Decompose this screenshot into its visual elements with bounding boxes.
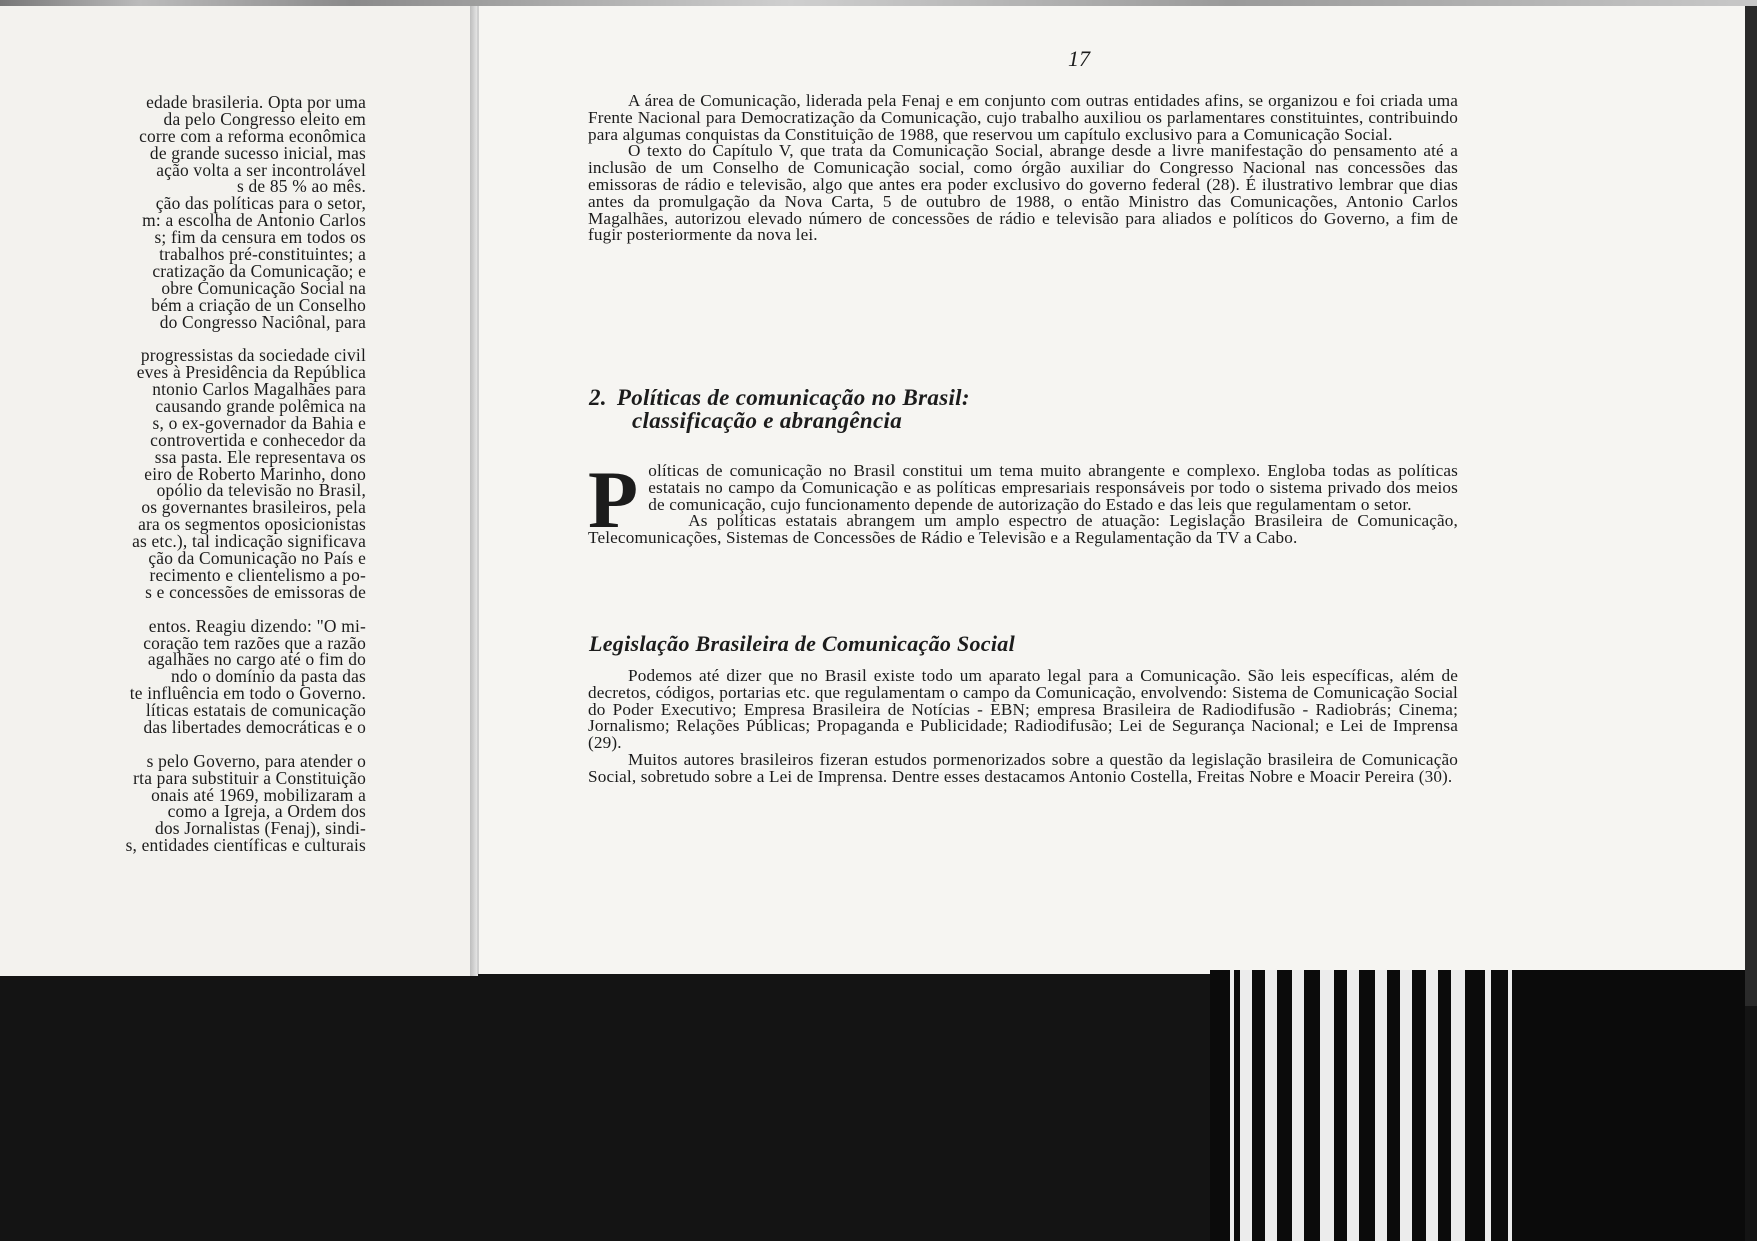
- scanner-stripe: [1508, 970, 1512, 1241]
- left-page-line: s de 85 % ao mês.: [237, 176, 366, 197]
- scanner-stripe: [1240, 970, 1252, 1241]
- left-page-line: controvertida e conhecedor da: [150, 429, 366, 450]
- left-page-line: s e concessões de emissoras de: [145, 581, 366, 602]
- scanner-stripe: [1347, 970, 1359, 1241]
- left-page-line: de grande sucesso inicial, mas: [149, 142, 366, 163]
- intro-text: [588, 93, 1458, 244]
- left-page-line: do Congresso Naciônal, para: [159, 311, 366, 332]
- left-page-line: como a Igreja, a Ordem dos: [167, 801, 366, 822]
- drop-cap: P: [588, 454, 639, 545]
- left-page-line: m: a escolha de Antonio Carlos: [142, 210, 366, 231]
- left-page-line: as etc.), tal indicação significava: [132, 531, 366, 552]
- scanner-stripe: [1320, 970, 1334, 1241]
- left-page-line: eiro de Roberto Marinho, dono: [144, 463, 366, 484]
- intro-paragraph-1: [588, 93, 1458, 143]
- left-page-line: ssa pasta. Ele representava os: [154, 446, 366, 467]
- left-page-line: das libertades democráticas e o: [143, 716, 366, 737]
- left-page-line: eves à Presidência da República: [136, 362, 366, 383]
- legislation-text: [588, 668, 1458, 786]
- left-page-line: corre com a reforma econômica: [139, 125, 366, 146]
- section-title-line2: classificação e abrangência: [632, 408, 903, 433]
- left-page-text-column: [0, 94, 366, 854]
- scanner-stripe: [1292, 970, 1304, 1241]
- left-page-line: coração tem razões que a razão: [143, 632, 366, 653]
- page-number: 17: [1068, 46, 1090, 71]
- section-title-line1: Políticas de comunicação no Brasil:: [616, 385, 970, 410]
- left-page-line: bém a criação de un Conselho: [151, 294, 366, 315]
- intro-paragraph-2: O texto do Capítulo V, que trata da Comunicação Social, abrange desde a livre manifestação do pensamento até a inclusão de um Conselho de Comunicação social, como órgão auxiliar do Congresso Nacional nas concessões das emissoras de rádio e televisão, algo que antes era poder exclusivo do governo federal (28). É ilustrativo lembrar que dias antes da promulgação da Nova Carta, 5 de outubro de 1988, o então Ministro das Comunicações, Antonio Carlos Magalhães, autorizou elevado número de concessões de rádio e televisão para aliados e políticos do Governo, a fim de fugir posteriormente da nova lei.: [588, 141, 1458, 245]
- left-page-line: s, entidades científicas e culturais: [125, 835, 366, 856]
- scanner-stripe: [1230, 970, 1234, 1241]
- left-page-line: agalhães no cargo até o fim do: [147, 649, 366, 670]
- left-page-line: s; fim da censura em todos os: [154, 227, 366, 248]
- left-page-line: os governantes brasileiros, pela: [141, 497, 366, 518]
- right-page: [477, 6, 1757, 974]
- left-page-line: te influência em todo o Governo.: [129, 683, 366, 704]
- policies-text: [588, 454, 1458, 548]
- scanner-stripe: [1265, 970, 1277, 1241]
- left-page-line: da pelo Congresso eleito em: [163, 108, 366, 129]
- intro-paragraph-1-text: A área de Comunicação, liderada pela Fenaj e em conjunto com outras entidades afins, se organizou e foi criada uma Frente Nacional para Democratização da Comunicação, cujo trabalho auxiliou os parlamentares constituintes, contribuindo para algumas conquistas da Constituição de 1988, que reservou um capítulo exclusivo para a Comunicação Social.: [588, 91, 1458, 144]
- left-page-line: ção da Comunicação no País e: [148, 548, 366, 569]
- scanner-stripe: [1426, 970, 1438, 1241]
- left-page-line: líticas estatais de comunicação: [145, 700, 366, 721]
- left-page-line: obre Comunicação Social na: [161, 277, 366, 298]
- left-page-line: cratização da Comunicação; e: [152, 260, 366, 281]
- policies-paragraph-1-text: olíticas de comunicação no Brasil constitui um tema muito abrangente e complexo. Engloba todas as políticas estatais no campo da Comunicação e as políticas empresariais responsáveis por todo o sistema privado dos meios de comunicação, cujo funcionamento depende de autorização do Estado e das leis que regulamentam o setor.: [648, 461, 1458, 514]
- scanner-stripe: [1375, 970, 1387, 1241]
- scanner-stripe-pattern: [1210, 970, 1745, 1241]
- scanner-stripe: [1485, 970, 1491, 1241]
- left-page-line: rta para substituir a Constituição: [133, 767, 366, 788]
- left-page-line: edade brasileria. Opta por uma: [146, 92, 366, 112]
- subheading-legislacao: Legislação Brasileira de Comunicação Social: [589, 631, 1016, 656]
- left-page-line: onais até 1969, mobilizaram a: [151, 784, 366, 805]
- left-page: [0, 6, 470, 976]
- scanner-stripe: [1400, 970, 1412, 1241]
- right-scan-edge: [1745, 6, 1757, 1006]
- left-page-line: ação volta a ser incontrolável: [156, 159, 366, 180]
- left-page-line: ntonio Carlos Magalhães para: [152, 379, 366, 400]
- left-page-line: s, o ex-governador da Bahia e: [152, 412, 366, 433]
- left-page-line: trabalhos pré-constituintes; a: [159, 244, 366, 265]
- policies-paragraph-2: As políticas estatais abrangem um amplo espectro de atuação: Legislação Brasileira de Comunicação, Telecomunicações, Sistemas de Concessões de Rádio e Televisão e a Regulamentação da TV a Cabo.: [588, 511, 1458, 548]
- section-heading: [589, 386, 1459, 432]
- legislation-paragraph-1: Podemos até dizer que no Brasil existe todo um aparato legal para a Comunicação. São leis específicas, além de decretos, códigos, portarias etc. que regulamentam o campo da Comunicação, envolvendo: Sistema de Comunicação Social do Poder Executivo; Empresa Brasileira de Notícias - EBN; empresa Brasileira de Radiodifusão - Radiobrás; Cinema; Jornalismo; Relações Públicas; Propaganda e Publicidade; Radiodifusão; Lei de Segurança Nacional; e Lei de Imprensa (29).: [588, 666, 1458, 753]
- left-page-line: progressistas da sociedade civil: [140, 345, 366, 366]
- section-number: 2.: [589, 385, 607, 410]
- legislation-paragraph-2: Muitos autores brasileiros fizeran estudos pormenorizados sobre a questão da legislação brasileira de Comunicação Social, sobretudo sobre a Lei de Imprensa. Dentre esses destacamos Antonio Costella, Freitas Nobre e Moacir Pereira (30).: [588, 749, 1458, 786]
- left-page-line: dos Jornalistas (Fenaj), sindi-: [155, 818, 366, 839]
- left-page-line: ndo o domínio da pasta das: [170, 666, 366, 687]
- scanner-stripe: [1451, 970, 1465, 1241]
- left-page-line: recimento e clientelismo a po-: [149, 564, 366, 585]
- left-page-line: ara os segmentos oposicionistas: [138, 514, 366, 535]
- left-page-line: causando grande polêmica na: [155, 396, 366, 417]
- left-page-line: entos. Reagiu dizendo: "O mi-: [148, 615, 366, 636]
- left-page-line: s pelo Governo, para atender o: [146, 750, 366, 771]
- left-page-line: opólio da televisão no Brasil,: [156, 480, 366, 501]
- left-page-line: ção das políticas para o setor,: [155, 193, 366, 214]
